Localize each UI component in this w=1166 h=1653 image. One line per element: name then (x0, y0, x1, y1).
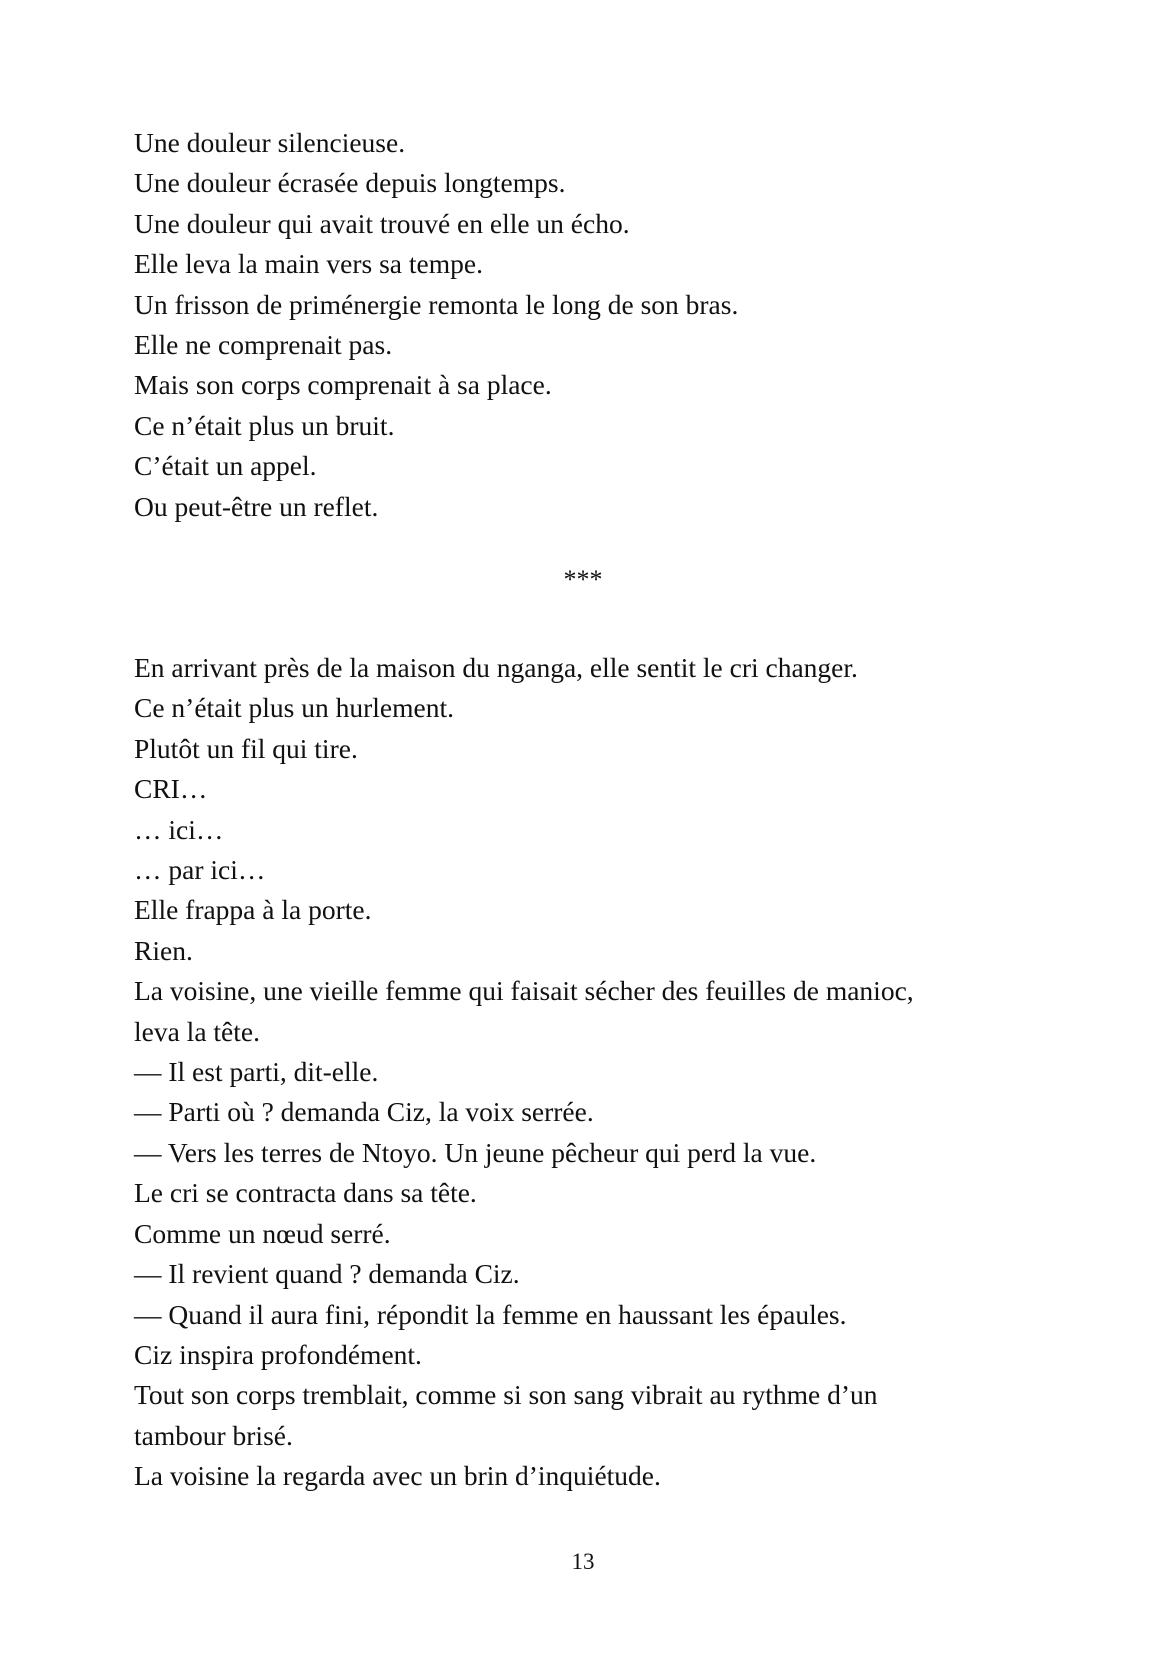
text-line: Ce n’était plus un bruit. (134, 409, 395, 441)
text-line: La voisine la regarda avec un brin d’inquiétude. (134, 1460, 661, 1492)
text-line: … ici… (134, 813, 224, 845)
text-line: Comme un nœud serré. (134, 1217, 391, 1249)
text-line: Tout son corps tremblait, comme si son sang vibrait au rythme d’un (134, 1379, 878, 1411)
text-line: — Vers les terres de Ntoyo. Un jeune pêcheur qui perd la vue. (134, 1136, 817, 1168)
text-line: Une douleur silencieuse. (134, 127, 406, 158)
text-line: Une douleur qui avait trouvé en elle un écho. (134, 207, 630, 239)
page-number: 13 (571, 1549, 595, 1574)
text-line: tambour brisé. (134, 1419, 293, 1451)
section-separator: *** (563, 565, 603, 594)
text-line: Ce n’était plus un hurlement. (134, 692, 454, 724)
text-line: Rien. (134, 934, 193, 966)
text-line: — Il est parti, dit-elle. (134, 1056, 379, 1088)
text-line: C’était un appel. (134, 450, 317, 482)
text-line: — Il revient quand ? demanda Ciz. (134, 1258, 520, 1290)
text-section-2 (134, 648, 1034, 1497)
text-line: La voisine, une vieille femme qui faisait sécher des feuilles de manioc, (134, 975, 914, 1007)
text-section-1 (134, 123, 1034, 527)
text-line: Elle leva la main vers sa tempe. (134, 248, 483, 280)
text-line: Le cri se contracta dans sa tête. (134, 1177, 477, 1209)
text-line: Elle frappa à la porte. (134, 894, 372, 926)
text-line: Ciz inspira profondément. (134, 1338, 422, 1370)
text-line: Mais son corps comprenait à sa place. (134, 369, 552, 401)
text-line: Elle ne comprenait pas. (134, 329, 393, 361)
text-line: CRI… (134, 773, 208, 805)
text-line: Un frisson de priménergie remonta le long de son bras. (134, 288, 739, 320)
text-line: leva la tête. (134, 1015, 260, 1047)
text-line: Plutôt un fil qui tire. (134, 732, 358, 764)
text-line: En arrivant près de la maison du nganga, elle sentit le cri changer. (134, 652, 858, 683)
text-line: … par ici… (134, 854, 266, 886)
text-line: — Quand il aura fini, répondit la femme en haussant les épaules. (134, 1298, 847, 1330)
text-line: — Parti où ? demanda Ciz, la voix serrée. (134, 1096, 594, 1128)
text-line: Une douleur écrasée depuis longtemps. (134, 167, 566, 199)
text-line: Ou peut-être un reflet. (134, 490, 379, 522)
